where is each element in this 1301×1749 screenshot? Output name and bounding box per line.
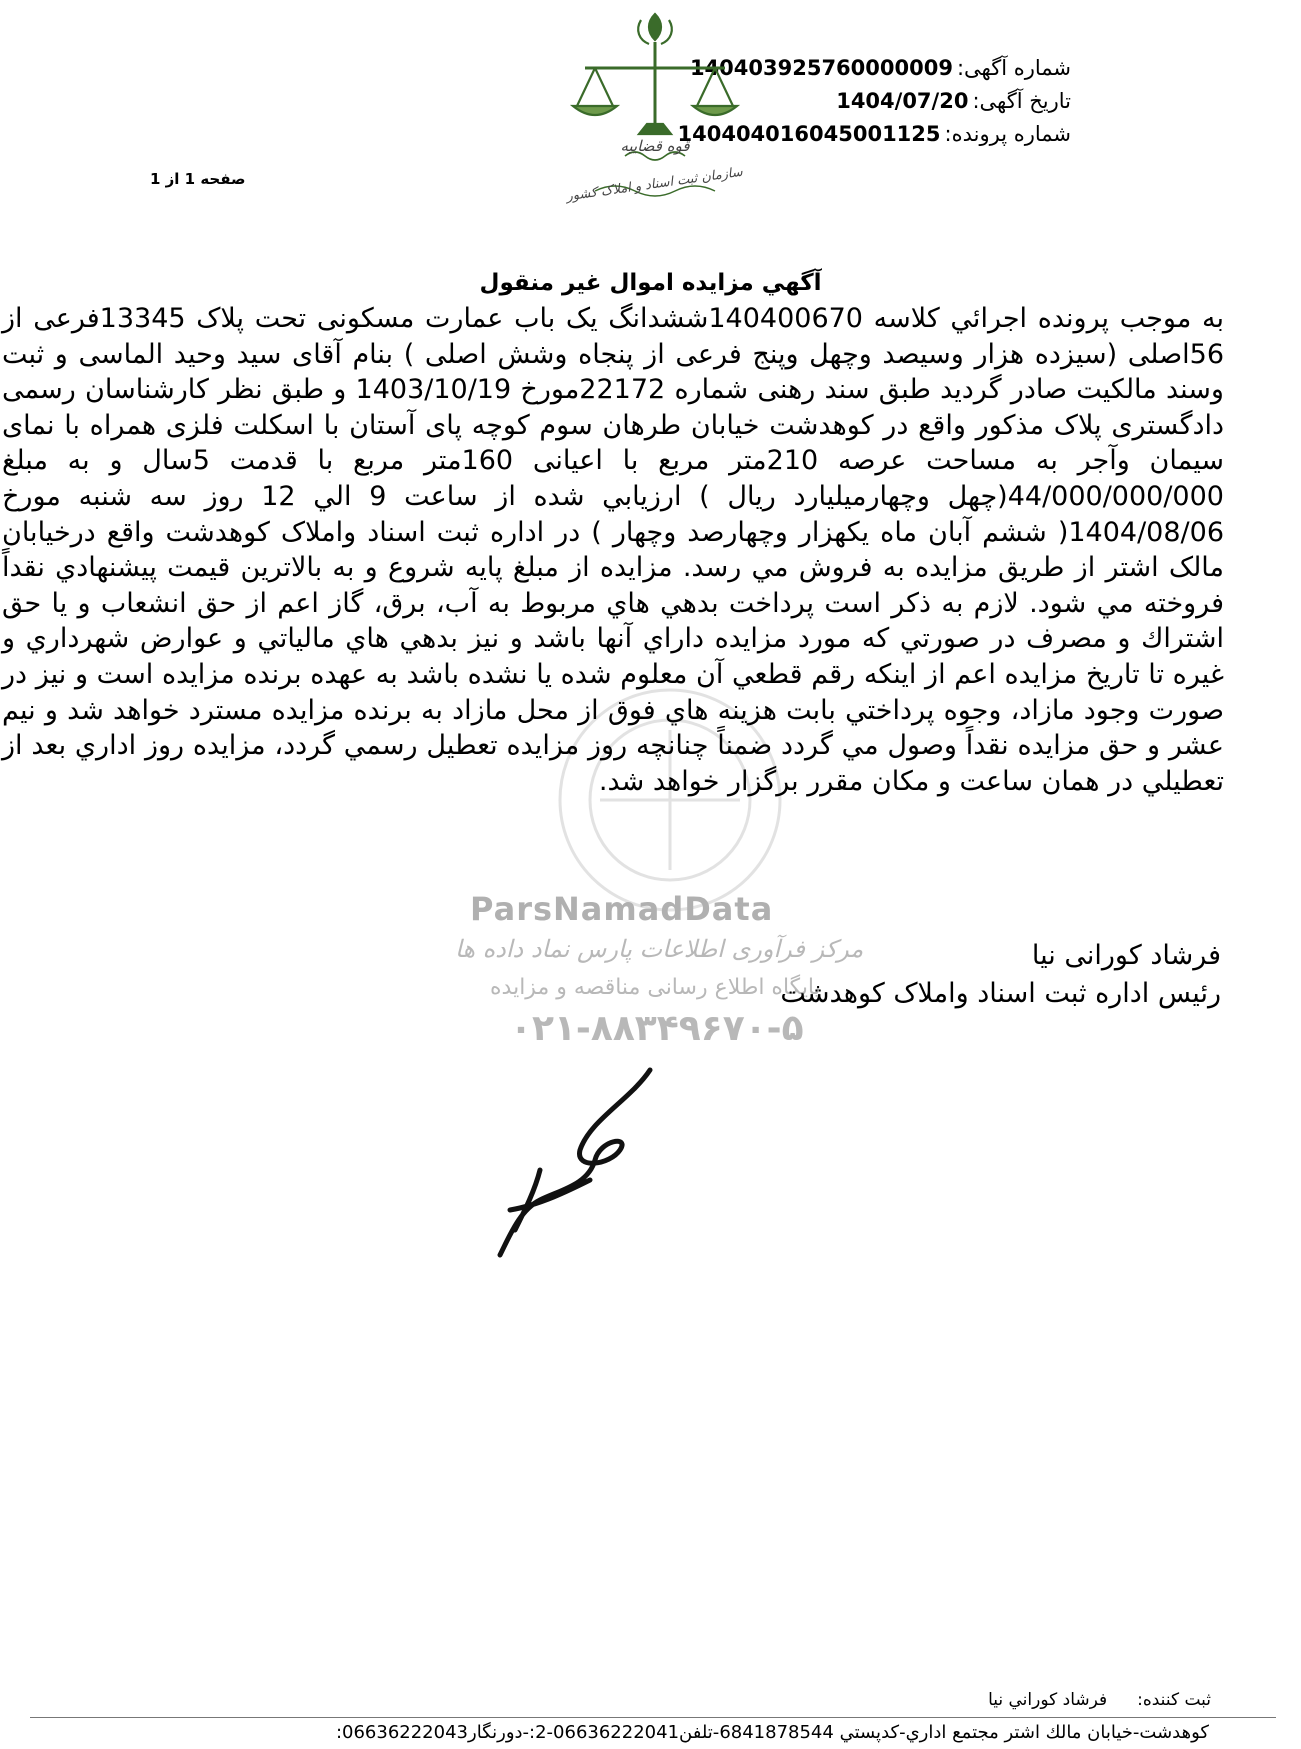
ad-number-label: شماره آگهی: — [956, 56, 1071, 80]
registrar — [988, 1690, 1211, 1710]
registrar-name: فرشاد كوراني نيا — [988, 1690, 1108, 1710]
notice-body: به موجب پرونده اجرائي كلاسه 140400670ششدانگ یک باب عمارت مسکونی تحت پلاک 13345فرعی از 56اصلی (سیزده هزار وسیصد وچهل وپنج فرعی از پنجاه وشش اصلی ) بنام آقای سید وحید الماسی و ثبت وسند مالکیت صادر گردید طبق سند رهنی شماره 22172مورخ 1403/10/19 و طبق نظر کارشناسان رسمی دادگستری پلاک مذکور واقع در کوهدشت خیابان طرهان سوم کوچه پای آستان با اسکلت فلزی همراه با نمای سیمان وآجر به مساحت عرصه 210متر مربع با اعیانی 160متر مربع با قدمت 5سال و به مبلغ 44/000/000/000(چهل وچهارمیلیارد ريال ) ارزيابي شده از ساعت 9 الي 12 روز سه شنبه مورخ 1404/08/06( ششم آبان ماه یکهزار وچهارصد وچهار ) در اداره ثبت اسناد واملاک کوهدشت واقع درخیابان مالک اشتر از طريق مزايده به فروش مي رسد. مزايده از مبلغ پايه شروع و به بالاترين قيمت پيشنهادي نقداً فروخته مي شود. لازم به ذكر است پرداخت بدهي هاي مربوط به آب، برق، گاز اعم از حق انشعاب و يا حق اشتراك و مصرف در صورتي كه مورد مزايده داراي آنها باشد و نيز بدهي هاي مالياتي و عوارض شهرداري و غيره تا تاريخ مزايده اعم از اينكه رقم قطعي آن معلوم شده يا نشده باشد به عهده برنده مزايده است و نيز در صورت وجود مازاد، وجوه پرداختي بابت هزينه هاي فوق از محل مازاد به برنده مزايده مسترد خواهد شد و نيم عشر و حق مزايده نقداً وصول مي گردد ضمناً چنانچه روز مزايده تعطيل رسمي گردد، مزايده روز اداري بعد از تعطيلي در همان ساعت و مكان مقرر برگزار خواهد شد. — [2, 303, 1224, 797]
judiciary-scales-emblem-icon — [555, 6, 755, 216]
notice-title: آگهي مزايده اموال غير منقول — [479, 270, 822, 296]
watermark-brand: ParsNamadData — [470, 890, 774, 928]
ad-date: 1404/07/20 — [836, 89, 969, 113]
emblem-caption-1: قوه قضاییه — [620, 137, 690, 155]
footer-address: كوهدشت-خيابان مالك اشتر مجتمع اداري-كدپستي 6841878544-تلفن06636222041-2:-دورنگار06636222043: — [335, 1722, 1209, 1743]
watermark-line-2: پایگاه اطلاع رسانی مناقصه و مزایده — [490, 975, 821, 1000]
watermark-phone: ۰۲۱-۸۸۳۴۹۶۷۰-۵ — [510, 1008, 804, 1049]
emblem-caption-2: سازمان ثبت اسناد و املاک کشور — [565, 164, 744, 205]
page-indicator: صفحه 1 از 1 — [150, 170, 246, 188]
signer-name: فرشاد کورانی نیا — [1031, 940, 1221, 971]
signer-title: رئیس اداره ثبت اسناد واملاک کوهدشت — [780, 978, 1221, 1009]
handwritten-signature-icon — [480, 1060, 720, 1260]
watermark-line-1: مرکز فرآوری اطلاعات پارس نماد داده ها — [455, 935, 864, 963]
footer-divider — [30, 1717, 1276, 1718]
file-number: 140404016045001125 — [677, 122, 941, 146]
registrar-label: ثبت كننده: — [1137, 1690, 1211, 1710]
ad-date-label: تاریخ آگهی: — [972, 89, 1071, 113]
ad-number: 140403925760000009 — [689, 56, 953, 80]
file-number-label: شماره پرونده: — [944, 122, 1071, 146]
